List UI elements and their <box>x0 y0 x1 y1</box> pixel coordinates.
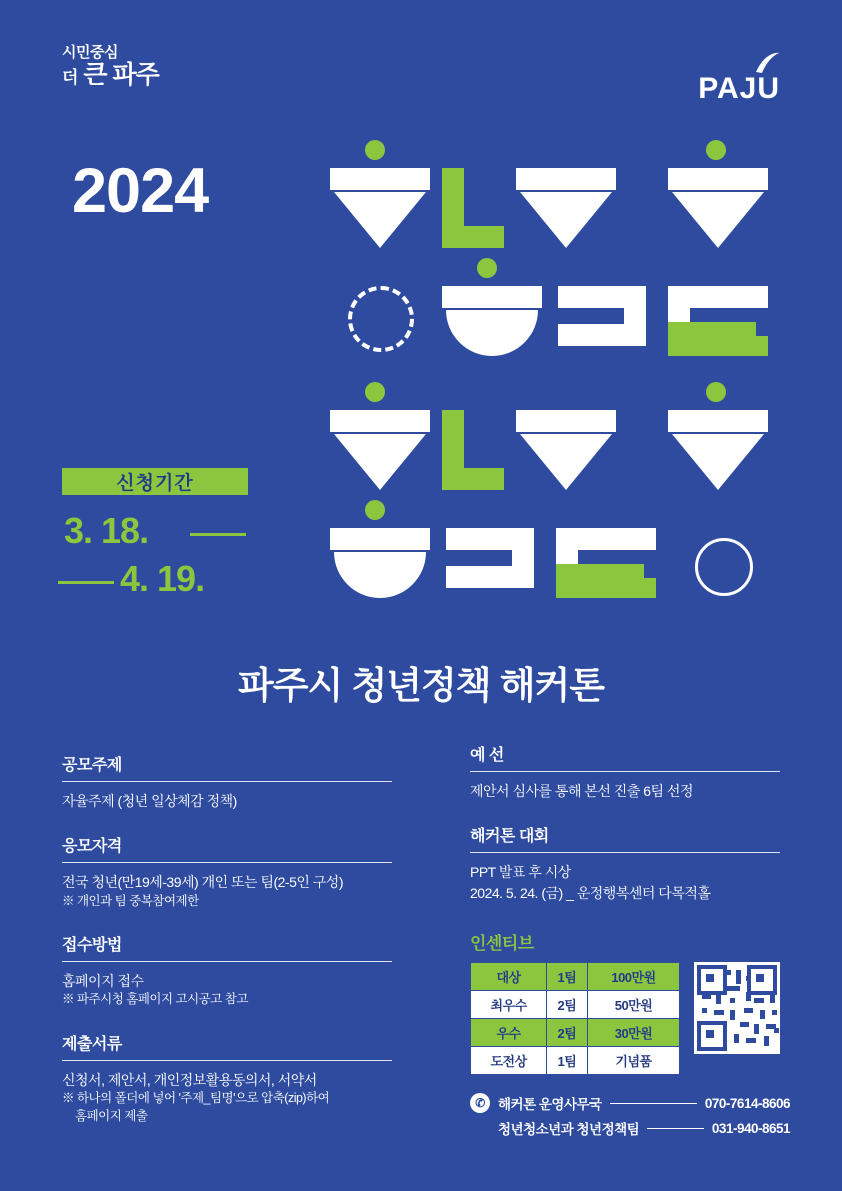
art-bar <box>668 410 768 432</box>
city-slogan-prefix: 더 <box>62 68 78 87</box>
art-bar <box>558 324 646 346</box>
qr-module <box>764 1036 769 1046</box>
qr-code-icon[interactable] <box>694 962 780 1054</box>
prize-name: 도전상 <box>471 1046 547 1074</box>
contact-number[interactable]: 070-7614-8606 <box>704 1095 790 1111</box>
info-note: ※ 하나의 폴더에 넣어 '주제_팀명'으로 압축(zip)하여 <box>62 1091 330 1106</box>
table-row <box>471 1018 680 1046</box>
prize-teams: 1팀 <box>547 1046 588 1074</box>
info-body-secondary: 2024. 5. 24. (금) _ 운정행복센터 다목적홀 <box>470 884 711 901</box>
prize-amount: 30만원 <box>587 1018 680 1046</box>
phone-icon: ✆ <box>470 1093 490 1113</box>
qr-finder-top-right <box>747 965 777 995</box>
info-block-topic <box>62 752 392 811</box>
prize-teams: 2팀 <box>547 990 588 1018</box>
info-column-right <box>470 742 780 1097</box>
info-body: 홈페이지 접수 <box>62 973 144 990</box>
art-bar-green <box>556 578 656 598</box>
prize-amount: 50만원 <box>587 990 680 1018</box>
page-title: 파주시 청년정책 해커톤 <box>238 665 604 706</box>
city-slogan-line2 <box>62 63 159 88</box>
city-slogan-main: 큰 파주 <box>83 61 159 89</box>
prize-amount: 기념품 <box>587 1046 680 1074</box>
contact-number[interactable]: 031-940-8651 <box>711 1120 790 1136</box>
info-column-left <box>62 752 392 1147</box>
art-dot <box>365 140 385 160</box>
art-dot <box>706 382 726 402</box>
period-start-date: 3. 18. <box>64 510 149 551</box>
qr-module <box>754 998 764 1003</box>
divider <box>470 852 780 853</box>
poster-year: 2024 <box>72 156 209 226</box>
art-triangle <box>520 192 612 248</box>
info-body: PPT 발표 후 시상 <box>470 864 571 881</box>
info-note-continued: 홈페이지 제출 <box>75 1108 148 1123</box>
qr-module <box>702 1008 707 1013</box>
info-block-incentive <box>470 929 780 1075</box>
qr-module <box>772 1010 777 1015</box>
hangul-artwork <box>320 130 790 600</box>
art-triangle <box>672 434 764 490</box>
contact-leader-line <box>647 1128 704 1129</box>
info-head: 공모주제 <box>62 757 122 774</box>
qr-module <box>730 1010 735 1020</box>
art-bar-green <box>442 226 504 248</box>
info-head: 제출서류 <box>62 1035 122 1053</box>
paju-wordmark: PAJU <box>698 72 780 105</box>
qr-module <box>746 1038 756 1043</box>
prize-teams: 2팀 <box>547 1018 588 1046</box>
qr-module <box>774 1028 779 1033</box>
info-note: ※ 파주시청 홈페이지 고시공고 참고 <box>62 992 248 1007</box>
qr-module <box>736 970 741 984</box>
contact-row-office <box>470 1093 790 1113</box>
qr-module <box>726 986 740 991</box>
art-bar <box>330 528 430 550</box>
art-dashed-ring <box>348 286 414 352</box>
info-head: 접수방법 <box>62 937 122 955</box>
qr-finder-bottom-left <box>697 1021 727 1051</box>
qr-module <box>754 1024 759 1034</box>
incentive-head: 인센티브 <box>470 933 534 953</box>
art-bar-green <box>668 336 768 356</box>
city-slogan-line1: 시민중심 <box>62 44 118 61</box>
divider <box>62 781 392 782</box>
qr-module <box>714 1010 724 1015</box>
table-row <box>471 962 680 990</box>
art-triangle <box>672 192 764 248</box>
qr-module <box>760 1010 765 1019</box>
qr-module <box>740 1022 749 1027</box>
qr-module <box>746 976 751 981</box>
table-row <box>471 990 680 1018</box>
art-bar-green <box>442 468 504 490</box>
divider <box>62 862 392 863</box>
info-head: 해커톤 대회 <box>470 828 549 846</box>
qr-module <box>702 994 711 999</box>
info-block-preliminary <box>470 742 780 801</box>
art-halfdisc <box>334 552 426 598</box>
qr-module <box>770 994 775 1003</box>
period-dash-right <box>190 533 246 536</box>
art-bar <box>330 410 430 432</box>
period-end-date: 4. 19. <box>120 558 205 599</box>
art-triangle <box>334 434 426 490</box>
info-block-documents <box>62 1031 392 1125</box>
divider <box>62 961 392 962</box>
info-note: ※ 개인과 팀 중복참여제한 <box>62 893 199 908</box>
city-slogan <box>62 45 159 88</box>
info-body: 전국 청년(만19세-39세) 개인 또는 팀(2-5인 구성) <box>62 874 343 891</box>
art-triangle <box>520 434 612 490</box>
art-triangle <box>334 192 426 248</box>
info-body: 자율주제 (청년 일상체감 정책) <box>62 793 237 809</box>
art-dot <box>477 258 497 278</box>
incentive-content <box>470 962 780 1075</box>
divider <box>470 771 780 772</box>
divider <box>62 1060 392 1061</box>
info-block-application-method <box>62 932 392 1009</box>
art-halfdisc <box>446 310 538 356</box>
art-bar <box>446 566 534 588</box>
art-ring <box>695 538 753 596</box>
prize-name: 대상 <box>471 962 547 990</box>
prize-teams: 1팀 <box>547 962 588 990</box>
contact-row-department <box>470 1118 790 1138</box>
paju-swoosh-icon <box>698 52 780 74</box>
info-head: 응모자격 <box>62 838 122 856</box>
qr-module <box>746 992 751 1001</box>
prize-amount: 100만원 <box>587 962 680 990</box>
art-dot <box>365 382 385 402</box>
qr-module <box>730 998 735 1003</box>
table-row <box>471 1046 680 1074</box>
art-bar <box>516 168 616 190</box>
qr-module <box>734 1034 739 1043</box>
art-dot <box>365 500 385 520</box>
info-body: 신청서, 제안서, 개인정보활용동의서, 서약서 <box>62 1071 317 1088</box>
art-bar <box>668 168 768 190</box>
qr-module <box>716 994 721 1004</box>
incentive-table <box>470 962 680 1075</box>
info-head: 예 선 <box>470 747 504 764</box>
contact-leader-line <box>610 1103 697 1104</box>
contact-label: 해커톤 운영사무국 <box>498 1097 602 1112</box>
art-bar <box>330 168 430 190</box>
qr-module <box>744 1008 753 1013</box>
prize-name: 최우수 <box>471 990 547 1018</box>
art-bar <box>442 286 542 308</box>
art-bar <box>516 410 616 432</box>
contact-label: 청년청소년과 청년정책팀 <box>498 1122 640 1137</box>
period-badge: 신청기간 <box>62 468 248 495</box>
info-block-hackathon <box>470 823 780 903</box>
art-dot <box>706 140 726 160</box>
info-block-eligibility <box>62 833 392 910</box>
period-dash-left <box>58 581 114 584</box>
qr-finder-top-left <box>697 965 727 995</box>
contact-block <box>470 1093 790 1143</box>
info-body: 제안서 심사를 통해 본선 진출 6팀 선정 <box>470 783 693 799</box>
qr-module <box>726 970 731 975</box>
prize-name: 우수 <box>471 1018 547 1046</box>
paju-logo <box>698 52 780 104</box>
